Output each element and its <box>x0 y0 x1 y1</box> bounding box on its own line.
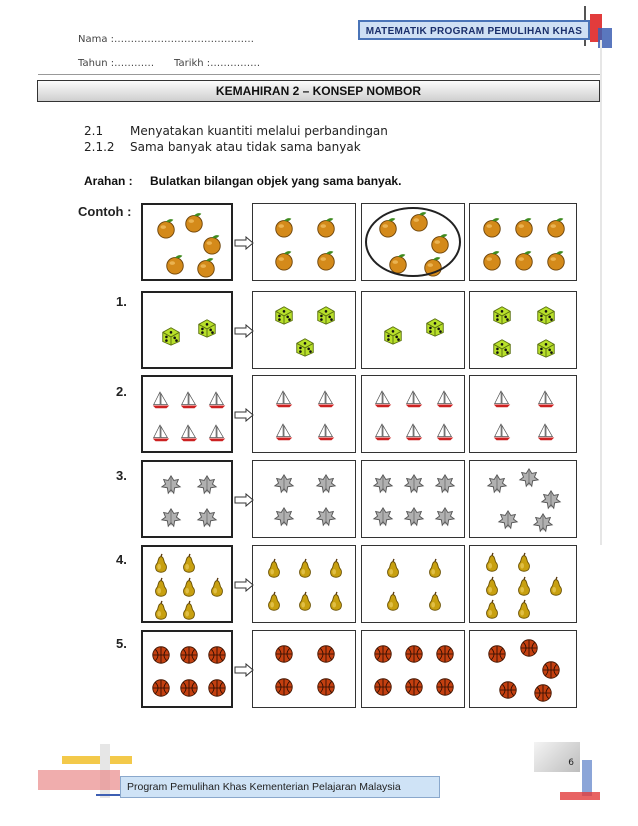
leaf-icon <box>434 506 456 528</box>
basketball-icon <box>206 644 228 666</box>
pear-icon <box>481 576 503 598</box>
sailboat-icon <box>178 422 200 444</box>
example-label: Contoh : <box>78 204 132 219</box>
instruction-label: Arahan : <box>84 174 133 188</box>
leaf-icon <box>497 509 519 531</box>
basketball-icon <box>403 676 425 698</box>
page-number: 6 <box>534 742 580 772</box>
sailboat-icon <box>206 389 228 411</box>
answer-box[interactable] <box>361 375 465 453</box>
sailboat-icon <box>206 422 228 444</box>
dice-icon <box>273 304 295 326</box>
reference-box <box>141 460 233 538</box>
dice-icon <box>196 317 218 339</box>
pear-icon <box>545 576 567 598</box>
answer-box[interactable] <box>252 545 356 623</box>
program-badge: MATEMATIK PROGRAM PEMULIHAN KHAS <box>358 20 590 40</box>
dice-icon <box>491 304 513 326</box>
sailboat-icon <box>178 389 200 411</box>
basketball-icon <box>150 677 172 699</box>
pear-icon <box>263 558 285 580</box>
basketball-icon <box>273 643 295 665</box>
arrow-right-icon <box>234 662 254 676</box>
orange-icon <box>545 249 567 271</box>
sailboat-icon <box>434 388 456 410</box>
leaf-icon <box>372 506 394 528</box>
pear-icon <box>150 553 172 575</box>
leaf-icon <box>486 473 508 495</box>
answer-box[interactable] <box>469 630 577 708</box>
answer-box[interactable] <box>469 291 577 369</box>
page-title: KEMAHIRAN 2 – KONSEP NOMBOR <box>37 80 600 102</box>
answer-box[interactable] <box>361 291 465 369</box>
answer-box[interactable] <box>469 460 577 538</box>
leaf-icon <box>518 467 540 489</box>
dice-icon <box>424 316 446 338</box>
basketball-icon <box>497 679 519 701</box>
reference-box <box>141 203 233 281</box>
orange-icon <box>545 216 567 238</box>
margin-line <box>600 40 602 545</box>
objective-number: 2.1.2 <box>84 140 115 154</box>
answer-box[interactable] <box>252 630 356 708</box>
pear-icon <box>481 599 503 621</box>
leaf-icon <box>540 489 562 511</box>
basketball-icon <box>434 643 456 665</box>
footer-decoration <box>560 792 600 800</box>
pear-icon <box>481 552 503 574</box>
orange-icon <box>201 233 223 255</box>
tarikh-field: Tarikh :…………… <box>174 58 261 69</box>
basketball-icon <box>403 643 425 665</box>
pear-icon <box>150 577 172 599</box>
footer-text: Program Pemulihan Khas Kementerian Pelajaran Malaysia <box>120 776 440 798</box>
pear-icon <box>294 558 316 580</box>
dice-icon <box>382 324 404 346</box>
sailboat-icon <box>491 421 513 443</box>
footer-decoration <box>62 756 132 764</box>
example-answer-circle <box>365 207 461 277</box>
leaf-icon <box>273 506 295 528</box>
basketball-icon <box>315 643 337 665</box>
pear-icon <box>150 600 172 622</box>
sailboat-icon <box>403 421 425 443</box>
orange-icon <box>155 217 177 239</box>
objective-number: 2.1 <box>84 124 104 138</box>
sailboat-icon <box>535 388 557 410</box>
basketball-icon <box>315 676 337 698</box>
arrow-right-icon <box>234 577 254 591</box>
sailboat-icon <box>491 388 513 410</box>
answer-box[interactable] <box>252 203 356 281</box>
orange-icon <box>183 211 205 233</box>
reference-box <box>141 630 233 708</box>
leaf-icon <box>160 474 182 496</box>
objective-1 <box>84 124 388 138</box>
row-label: 4. <box>116 552 127 567</box>
row-label: 3. <box>116 468 127 483</box>
basketball-icon <box>486 643 508 665</box>
leaf-icon <box>196 474 218 496</box>
answer-box[interactable] <box>469 203 577 281</box>
sailboat-icon <box>315 388 337 410</box>
sailboat-icon <box>372 421 394 443</box>
reference-box <box>141 545 233 623</box>
pear-icon <box>513 576 535 598</box>
sailboat-icon <box>273 421 295 443</box>
basketball-icon <box>178 677 200 699</box>
pear-icon <box>263 591 285 613</box>
orange-icon <box>513 216 535 238</box>
answer-box[interactable] <box>469 545 577 623</box>
answer-box[interactable] <box>252 291 356 369</box>
tahun-field: Tahun :………… <box>78 58 155 69</box>
sailboat-icon <box>150 422 172 444</box>
sailboat-icon <box>372 388 394 410</box>
basketball-icon <box>372 643 394 665</box>
leaf-icon <box>532 512 554 534</box>
pear-icon <box>178 577 200 599</box>
leaf-icon <box>315 473 337 495</box>
arrow-right-icon <box>234 407 254 421</box>
orange-icon <box>315 216 337 238</box>
footer-decoration <box>38 770 120 790</box>
objective-text: Menyatakan kuantiti melalui perbandingan <box>130 124 388 138</box>
pear-icon <box>294 591 316 613</box>
basketball-icon <box>273 676 295 698</box>
orange-icon <box>273 249 295 271</box>
basketball-icon <box>518 637 540 659</box>
row-label: 2. <box>116 384 127 399</box>
pear-icon <box>424 558 446 580</box>
answer-box[interactable] <box>252 375 356 453</box>
pear-icon <box>424 591 446 613</box>
sailboat-icon <box>273 388 295 410</box>
orange-icon <box>481 249 503 271</box>
basketball-icon <box>372 676 394 698</box>
leaf-icon <box>273 473 295 495</box>
pear-icon <box>325 591 347 613</box>
pear-icon <box>382 558 404 580</box>
reference-box <box>141 291 233 369</box>
header-divider <box>38 74 601 75</box>
pear-icon <box>178 600 200 622</box>
pear-icon <box>206 577 228 599</box>
pear-icon <box>178 553 200 575</box>
leaf-icon <box>315 506 337 528</box>
row-label: 5. <box>116 636 127 651</box>
row-label: 1. <box>116 294 127 309</box>
instruction-text: Bulatkan bilangan objek yang sama banyak. <box>150 174 402 188</box>
orange-icon <box>513 249 535 271</box>
pear-icon <box>382 591 404 613</box>
nama-field: Nama :…………………………………… <box>78 34 255 45</box>
orange-icon <box>481 216 503 238</box>
answer-box[interactable] <box>361 460 465 538</box>
answer-box[interactable] <box>252 460 356 538</box>
dice-icon <box>294 336 316 358</box>
dice-icon <box>491 337 513 359</box>
answer-box[interactable] <box>361 630 465 708</box>
orange-icon <box>195 256 217 278</box>
leaf-icon <box>403 506 425 528</box>
arrow-right-icon <box>234 492 254 506</box>
dice-icon <box>160 325 182 347</box>
sailboat-icon <box>434 421 456 443</box>
leaf-icon <box>434 473 456 495</box>
basketball-icon <box>150 644 172 666</box>
sailboat-icon <box>150 389 172 411</box>
leaf-icon <box>160 507 182 529</box>
leaf-icon <box>196 507 218 529</box>
dice-icon <box>535 337 557 359</box>
objective-2 <box>84 140 361 154</box>
basketball-icon <box>178 644 200 666</box>
pear-icon <box>325 558 347 580</box>
basketball-icon <box>434 676 456 698</box>
pear-icon <box>513 599 535 621</box>
orange-icon <box>273 216 295 238</box>
basketball-icon <box>532 682 554 704</box>
sailboat-icon <box>403 388 425 410</box>
arrow-right-icon <box>234 235 254 249</box>
pear-icon <box>513 552 535 574</box>
footer-decoration <box>582 760 592 796</box>
answer-box[interactable] <box>469 375 577 453</box>
sailboat-icon <box>315 421 337 443</box>
basketball-icon <box>206 677 228 699</box>
objective-text: Sama banyak atau tidak sama banyak <box>130 140 361 154</box>
orange-icon <box>315 249 337 271</box>
sailboat-icon <box>535 421 557 443</box>
arrow-right-icon <box>234 323 254 337</box>
orange-icon <box>164 253 186 275</box>
leaf-icon <box>403 473 425 495</box>
leaf-icon <box>372 473 394 495</box>
dice-icon <box>535 304 557 326</box>
reference-box <box>141 375 233 453</box>
answer-box[interactable] <box>361 545 465 623</box>
basketball-icon <box>540 659 562 681</box>
dice-icon <box>315 304 337 326</box>
